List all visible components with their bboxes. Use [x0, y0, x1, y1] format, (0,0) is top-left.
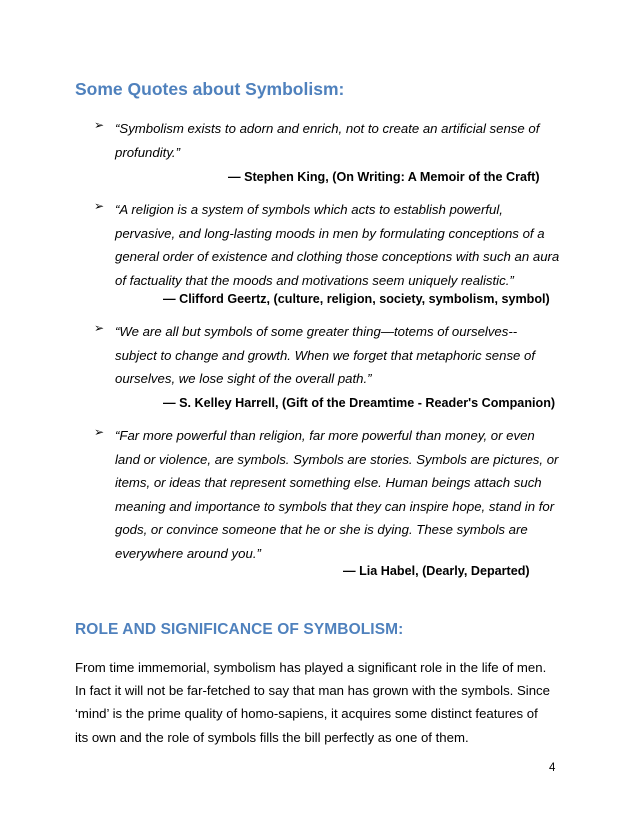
quote-item [94, 117, 564, 164]
section-heading-quotes: Some Quotes about Symbolism: [75, 79, 345, 99]
quote-text: “We are all but symbols of some greater thing—totems of ourselves-- subject to change and growth. When we forget that metaphoric sense of ourselves, we lose sight of the overall path.” [115, 324, 536, 387]
arrow-bullet-icon: ➢ [94, 321, 105, 335]
quote-item [94, 198, 564, 292]
quote-attribution: — Lia Habel, (Dearly, Departed) [343, 564, 530, 578]
quote-attribution: — Stephen King, (On Writing: A Memoir of the Craft) [228, 170, 540, 184]
quote-text: “Far more powerful than religion, far more powerful than money, or even land or violence, are symbols. Symbols are stories. Symbols are pictures, or items, or ideas that represent something else. Human beings attach such meaning and importance to symbols that they can inspire hope, stand in for gods, or convince someone that he or she is dying. These symbols are everywhere around you.” [115, 428, 559, 561]
body-paragraph: From time immemorial, symbolism has played a significant role in the life of men. In fact it will not be far-fetched to say that man has grown with the symbols. Since ‘mind’ is the prime quality of homo-sapiens, it acquires some distinct features of its own and the role of symbols fills the bill perfectly as one of them. [75, 660, 550, 745]
arrow-bullet-icon: ➢ [94, 118, 105, 132]
arrow-bullet-icon: ➢ [94, 425, 105, 439]
page-number: 4 [549, 762, 556, 774]
section-heading-role: ROLE AND SIGNIFICANCE OF SYMBOLISM: [75, 621, 404, 638]
quote-attribution: — S. Kelley Harrell, (Gift of the Dreamtime - Reader's Companion) [163, 396, 556, 410]
quote-text: “Symbolism exists to adorn and enrich, not to create an artificial sense of profundity.” [115, 121, 540, 160]
quote-item [94, 320, 564, 391]
quote-attribution: — Clifford Geertz, (culture, religion, society, symbolism, symbol) [163, 292, 550, 306]
arrow-bullet-icon: ➢ [94, 199, 105, 213]
quote-text: “A religion is a system of symbols which acts to establish powerful, pervasive, and long-lasting moods in men by formulating conceptions of a general order of existence and clothing those conceptions with such an aura of factuality that the moods and motivations seem uniquely realistic.” [115, 202, 560, 288]
quote-item [94, 424, 564, 566]
